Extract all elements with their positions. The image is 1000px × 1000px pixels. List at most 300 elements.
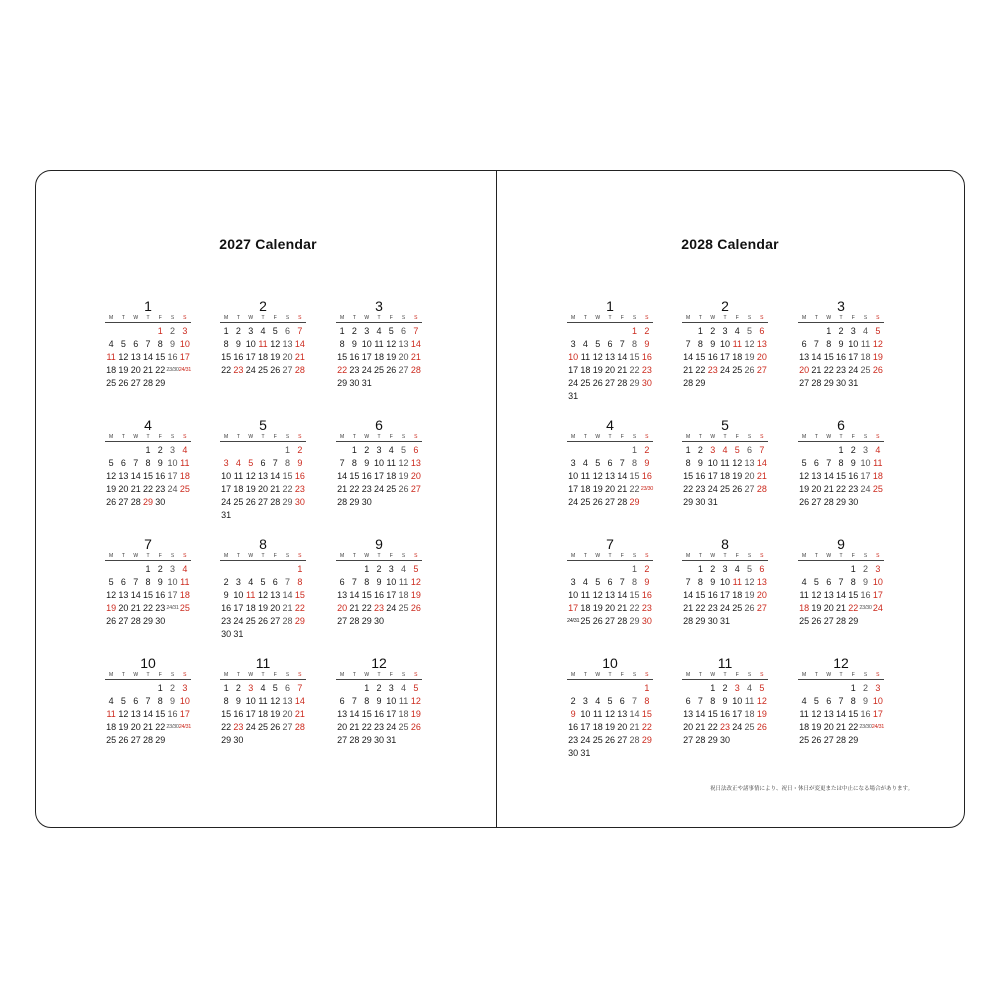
weekday-label: S bbox=[863, 315, 868, 321]
day-cell: 5 bbox=[595, 577, 601, 587]
day-cell: 4 bbox=[801, 577, 807, 587]
day-cell: 10 bbox=[373, 458, 384, 468]
day-cell: 3 bbox=[364, 326, 370, 336]
weekday-label: T bbox=[377, 672, 381, 678]
day-cell: 23 bbox=[707, 603, 718, 613]
weekday-label: F bbox=[158, 315, 162, 321]
day-cell: 10 bbox=[245, 339, 256, 349]
day-cell: 9 bbox=[235, 696, 241, 706]
day-cell: 22 bbox=[695, 365, 706, 375]
weekday-header bbox=[220, 553, 306, 561]
day-grid bbox=[105, 563, 191, 628]
day-cell: 12 bbox=[245, 471, 256, 481]
day-cell: 22 bbox=[294, 603, 305, 613]
empty-cell bbox=[682, 563, 694, 576]
day-cell: 10 bbox=[872, 696, 883, 706]
weekday-label: F bbox=[851, 315, 855, 321]
day-cell: 15 bbox=[282, 471, 293, 481]
month-1 bbox=[567, 297, 653, 403]
weekday-label: W bbox=[826, 434, 832, 440]
day-cell: 28 bbox=[337, 497, 348, 507]
empty-cell bbox=[117, 444, 129, 457]
day-cell: 12 bbox=[872, 339, 883, 349]
day-cell: 31 bbox=[221, 510, 232, 520]
weekday-label: T bbox=[121, 672, 125, 678]
weekday-label: F bbox=[620, 434, 624, 440]
month-number: 6 bbox=[375, 417, 383, 433]
empty-cell bbox=[232, 444, 244, 457]
day-cell: 8 bbox=[685, 458, 691, 468]
day-cell: 5 bbox=[413, 683, 419, 693]
day-cell: 19 bbox=[410, 709, 421, 719]
day-cell: 1 bbox=[351, 445, 357, 455]
day-cell: 27 bbox=[130, 735, 141, 745]
day-cell: 25 bbox=[580, 378, 591, 388]
day-cell: 12 bbox=[410, 696, 421, 706]
day-cell: 10 bbox=[386, 696, 397, 706]
day-cell: 13 bbox=[282, 339, 293, 349]
day-cell: 24 bbox=[386, 603, 397, 613]
day-cell: 12 bbox=[799, 471, 810, 481]
weekday-label: T bbox=[236, 315, 240, 321]
holiday-note: 祝日法改正や諸事情により、祝日・休日が変更または中止になる場合があります。 bbox=[710, 786, 914, 792]
month-number: 9 bbox=[837, 536, 845, 552]
day-cell: 20 bbox=[604, 603, 615, 613]
empty-cell bbox=[579, 682, 591, 695]
empty-cell bbox=[567, 325, 579, 338]
day-cell: 23/30 bbox=[166, 367, 179, 373]
empty-cell bbox=[604, 444, 616, 457]
month-10 bbox=[567, 654, 653, 760]
day-cell: 7 bbox=[133, 577, 139, 587]
weekday-label: F bbox=[620, 672, 624, 678]
day-cell: 11 bbox=[873, 458, 883, 468]
day-cell: 7 bbox=[685, 577, 691, 587]
day-cell: 27 bbox=[604, 616, 615, 626]
weekday-label: M bbox=[571, 553, 576, 559]
weekday-label: S bbox=[170, 434, 175, 440]
day-cell: 30 bbox=[294, 497, 305, 507]
day-cell: 23 bbox=[641, 603, 652, 613]
day-cell: 22 bbox=[361, 722, 372, 732]
day-cell: 4 bbox=[401, 683, 407, 693]
day-grid bbox=[336, 682, 422, 747]
empty-cell bbox=[336, 682, 348, 695]
day-cell: 13 bbox=[604, 471, 615, 481]
day-cell: 26 bbox=[811, 616, 822, 626]
weekday-label: S bbox=[414, 315, 418, 321]
month-11 bbox=[682, 654, 768, 747]
day-cell: 23 bbox=[695, 484, 706, 494]
month-12 bbox=[798, 654, 884, 747]
day-cell: 6 bbox=[339, 577, 345, 587]
day-cell: 18 bbox=[179, 590, 190, 600]
day-cell: 17 bbox=[568, 603, 579, 613]
day-cell: 11 bbox=[732, 339, 742, 349]
weekday-header bbox=[220, 434, 306, 442]
day-cell: 8 bbox=[644, 696, 650, 706]
day-cell: 19 bbox=[799, 484, 810, 494]
day-cell: 1 bbox=[339, 326, 345, 336]
day-cell: 14 bbox=[142, 709, 153, 719]
day-cell: 11 bbox=[580, 590, 591, 600]
day-cell: 1 bbox=[157, 326, 163, 336]
day-cell: 19 bbox=[872, 352, 883, 362]
empty-cell bbox=[142, 325, 154, 338]
day-cell: 18 bbox=[386, 471, 397, 481]
day-grid bbox=[798, 682, 884, 747]
empty-cell bbox=[810, 563, 822, 576]
day-cell: 1 bbox=[644, 683, 650, 693]
day-grid bbox=[682, 444, 768, 509]
day-cell: 20 bbox=[270, 603, 281, 613]
day-cell: 23 bbox=[707, 365, 718, 375]
day-cell: 25 bbox=[719, 484, 730, 494]
day-cell: 14 bbox=[617, 471, 628, 481]
day-cell: 5 bbox=[108, 458, 114, 468]
day-cell: 21 bbox=[294, 709, 305, 719]
day-cell: 17 bbox=[860, 471, 871, 481]
day-cell: 31 bbox=[361, 378, 372, 388]
day-cell: 6 bbox=[413, 445, 419, 455]
day-cell: 30 bbox=[373, 616, 384, 626]
month-number: 9 bbox=[375, 536, 383, 552]
day-cell: 27 bbox=[257, 497, 268, 507]
weekday-label: F bbox=[389, 672, 393, 678]
weekday-label: S bbox=[298, 553, 302, 559]
day-cell: 14 bbox=[294, 339, 305, 349]
weekday-label: F bbox=[851, 553, 855, 559]
day-cell: 3 bbox=[722, 564, 728, 574]
weekday-header bbox=[567, 672, 653, 680]
day-cell: 29 bbox=[641, 735, 652, 745]
day-cell: 1 bbox=[850, 564, 856, 574]
day-cell: 26 bbox=[872, 365, 883, 375]
day-cell: 5 bbox=[813, 577, 819, 587]
day-cell: 27 bbox=[604, 378, 615, 388]
day-cell: 24 bbox=[732, 722, 743, 732]
weekday-label: T bbox=[377, 315, 381, 321]
day-cell: 2 bbox=[170, 683, 176, 693]
weekday-label: W bbox=[133, 672, 139, 678]
day-cell: 6 bbox=[607, 577, 613, 587]
month-8 bbox=[682, 535, 768, 628]
day-cell: 3 bbox=[710, 445, 716, 455]
day-cell: 21 bbox=[823, 484, 834, 494]
day-grid bbox=[105, 682, 191, 747]
weekday-label: S bbox=[298, 434, 302, 440]
weekday-label: W bbox=[133, 553, 139, 559]
day-cell: 13 bbox=[282, 696, 293, 706]
day-grid bbox=[220, 325, 306, 377]
empty-cell bbox=[117, 325, 129, 338]
weekday-header bbox=[682, 315, 768, 323]
month-number: 10 bbox=[602, 655, 618, 671]
day-cell: 21 bbox=[294, 352, 305, 362]
day-cell: 7 bbox=[339, 458, 345, 468]
weekday-label: W bbox=[364, 672, 370, 678]
day-cell: 26 bbox=[270, 722, 281, 732]
day-cell: 12 bbox=[257, 590, 268, 600]
day-cell: 9 bbox=[157, 458, 163, 468]
day-cell: 29 bbox=[848, 616, 859, 626]
day-cell: 24 bbox=[386, 722, 397, 732]
day-cell: 7 bbox=[272, 458, 278, 468]
day-cell: 10 bbox=[848, 339, 859, 349]
weekday-label: S bbox=[876, 672, 880, 678]
day-cell: 23 bbox=[719, 722, 730, 732]
day-cell: 26 bbox=[410, 722, 421, 732]
day-cell: 14 bbox=[270, 471, 281, 481]
day-cell: 24 bbox=[245, 722, 256, 732]
day-cell: 16 bbox=[641, 590, 652, 600]
day-cell: 29 bbox=[707, 735, 718, 745]
day-cell: 30 bbox=[233, 735, 244, 745]
day-cell: 2 bbox=[697, 445, 703, 455]
day-cell: 27 bbox=[756, 603, 767, 613]
day-cell: 11 bbox=[398, 696, 409, 706]
day-cell: 25 bbox=[592, 735, 603, 745]
day-cell: 8 bbox=[838, 458, 844, 468]
day-grid bbox=[220, 444, 306, 522]
day-cell: 10 bbox=[568, 471, 579, 481]
weekday-label: M bbox=[340, 315, 345, 321]
day-cell: 20 bbox=[604, 365, 615, 375]
day-cell: 21 bbox=[629, 722, 640, 732]
day-cell: 7 bbox=[838, 577, 844, 587]
day-grid bbox=[567, 444, 653, 509]
day-cell: 27 bbox=[337, 735, 348, 745]
day-cell: 21 bbox=[617, 365, 628, 375]
day-cell: 5 bbox=[272, 683, 278, 693]
weekday-label: S bbox=[285, 315, 290, 321]
weekday-label: S bbox=[876, 553, 880, 559]
weekday-label: M bbox=[340, 553, 345, 559]
day-cell: 30 bbox=[835, 378, 846, 388]
weekday-label: W bbox=[826, 315, 832, 321]
empty-cell bbox=[604, 325, 616, 338]
day-cell: 20 bbox=[118, 603, 129, 613]
day-cell: 15 bbox=[221, 709, 232, 719]
weekday-label: T bbox=[261, 434, 265, 440]
day-cell: 14 bbox=[617, 352, 628, 362]
day-cell: 21 bbox=[835, 603, 846, 613]
day-cell: 16 bbox=[860, 709, 871, 719]
weekday-label: T bbox=[723, 672, 727, 678]
weekday-label: S bbox=[645, 434, 649, 440]
day-cell: 17 bbox=[719, 352, 730, 362]
day-cell: 29 bbox=[695, 378, 706, 388]
day-cell: 20 bbox=[282, 352, 293, 362]
weekday-label: S bbox=[863, 434, 868, 440]
weekday-label: F bbox=[389, 315, 393, 321]
day-cell: 12 bbox=[118, 709, 129, 719]
day-cell: 13 bbox=[604, 590, 615, 600]
day-cell: 25 bbox=[245, 616, 256, 626]
day-cell: 29 bbox=[294, 616, 305, 626]
weekday-header bbox=[682, 672, 768, 680]
day-cell: 1 bbox=[632, 326, 638, 336]
day-cell: 9 bbox=[644, 577, 650, 587]
day-cell: 18 bbox=[398, 590, 409, 600]
weekday-label: W bbox=[595, 315, 601, 321]
day-cell: 14 bbox=[294, 696, 305, 706]
day-cell: 9 bbox=[644, 339, 650, 349]
day-cell: 14 bbox=[337, 471, 348, 481]
day-cell: 3 bbox=[850, 326, 856, 336]
day-cell: 18 bbox=[799, 603, 810, 613]
day-cell: 1 bbox=[297, 564, 303, 574]
day-cell: 10 bbox=[233, 590, 244, 600]
day-cell: 3 bbox=[248, 683, 254, 693]
day-cell: 16 bbox=[155, 471, 166, 481]
day-cell: 18 bbox=[872, 471, 883, 481]
day-cell: 30 bbox=[568, 748, 579, 758]
weekday-header bbox=[105, 553, 191, 561]
day-cell: 15 bbox=[695, 352, 706, 362]
day-cell: 7 bbox=[826, 458, 832, 468]
day-cell: 13 bbox=[683, 709, 694, 719]
day-cell: 5 bbox=[607, 696, 613, 706]
day-cell: 6 bbox=[401, 326, 407, 336]
day-cell: 5 bbox=[595, 458, 601, 468]
month-2 bbox=[682, 297, 768, 390]
empty-cell bbox=[810, 444, 822, 457]
day-cell: 24 bbox=[233, 616, 244, 626]
day-cell: 18 bbox=[233, 484, 244, 494]
day-cell: 7 bbox=[632, 696, 638, 706]
day-cell: 21 bbox=[282, 603, 293, 613]
weekday-label: W bbox=[595, 553, 601, 559]
weekday-label: T bbox=[377, 553, 381, 559]
day-cell: 5 bbox=[801, 458, 807, 468]
day-cell: 6 bbox=[260, 458, 266, 468]
empty-cell bbox=[810, 325, 822, 338]
day-cell: 3 bbox=[722, 326, 728, 336]
weekday-label: F bbox=[273, 315, 277, 321]
empty-cell bbox=[579, 563, 591, 576]
weekday-label: T bbox=[121, 553, 125, 559]
day-cell: 9 bbox=[570, 709, 576, 719]
day-cell: 7 bbox=[351, 577, 357, 587]
day-cell: 27 bbox=[756, 365, 767, 375]
day-cell: 8 bbox=[697, 577, 703, 587]
day-cell: 22 bbox=[142, 603, 153, 613]
weekday-label: S bbox=[401, 434, 406, 440]
day-cell: 17 bbox=[373, 471, 384, 481]
day-cell: 4 bbox=[582, 458, 588, 468]
day-cell: 19 bbox=[744, 590, 755, 600]
day-cell: 21 bbox=[811, 365, 822, 375]
day-cell: 6 bbox=[133, 339, 139, 349]
day-cell: 29 bbox=[629, 378, 640, 388]
day-cell: 20 bbox=[617, 722, 628, 732]
weekday-header bbox=[105, 315, 191, 323]
weekday-label: F bbox=[735, 672, 739, 678]
day-cell: 23 bbox=[155, 603, 166, 613]
day-cell: 23 bbox=[221, 616, 232, 626]
day-cell: 4 bbox=[863, 326, 869, 336]
day-cell: 7 bbox=[838, 696, 844, 706]
day-cell: 29 bbox=[155, 378, 166, 388]
day-grid bbox=[336, 563, 422, 628]
day-cell: 28 bbox=[683, 378, 694, 388]
weekday-label: T bbox=[236, 553, 240, 559]
day-cell: 15 bbox=[155, 352, 166, 362]
day-cell: 5 bbox=[413, 564, 419, 574]
weekday-label: T bbox=[377, 434, 381, 440]
day-grid bbox=[567, 563, 653, 628]
weekday-label: T bbox=[352, 315, 356, 321]
day-cell: 9 bbox=[364, 458, 370, 468]
day-cell: 9 bbox=[297, 458, 303, 468]
day-cell: 26 bbox=[410, 603, 421, 613]
day-cell: 2 bbox=[376, 683, 382, 693]
day-cell: 6 bbox=[607, 458, 613, 468]
day-cell: 26 bbox=[592, 497, 603, 507]
day-cell: 18 bbox=[580, 365, 591, 375]
day-cell: 13 bbox=[337, 590, 348, 600]
empty-cell bbox=[616, 325, 628, 338]
day-cell: 11 bbox=[593, 709, 603, 719]
day-cell: 23 bbox=[294, 484, 305, 494]
day-cell: 1 bbox=[223, 326, 229, 336]
weekday-label: M bbox=[802, 553, 807, 559]
weekday-label: F bbox=[158, 553, 162, 559]
day-cell: 14 bbox=[835, 709, 846, 719]
day-cell: 22 bbox=[848, 722, 859, 732]
day-cell: 24/31 bbox=[178, 367, 191, 373]
day-cell: 4 bbox=[182, 445, 188, 455]
weekday-label: T bbox=[236, 672, 240, 678]
day-cell: 18 bbox=[744, 709, 755, 719]
day-cell: 28 bbox=[756, 484, 767, 494]
day-cell: 18 bbox=[257, 709, 268, 719]
day-cell: 4 bbox=[801, 696, 807, 706]
year-title: 2027 Calendar bbox=[219, 236, 317, 252]
empty-cell bbox=[105, 444, 117, 457]
day-cell: 8 bbox=[632, 458, 638, 468]
weekday-header bbox=[220, 315, 306, 323]
day-cell: 29 bbox=[683, 497, 694, 507]
day-cell: 27 bbox=[744, 484, 755, 494]
day-cell: 6 bbox=[133, 696, 139, 706]
day-cell: 15 bbox=[142, 590, 153, 600]
day-cell: 3 bbox=[170, 445, 176, 455]
day-cell: 26 bbox=[811, 735, 822, 745]
day-cell: 20 bbox=[683, 722, 694, 732]
day-cell: 10 bbox=[732, 696, 743, 706]
day-cell: 11 bbox=[180, 458, 190, 468]
weekday-label: W bbox=[364, 553, 370, 559]
day-cell: 14 bbox=[282, 590, 293, 600]
day-cell: 9 bbox=[863, 696, 869, 706]
month-6 bbox=[798, 416, 884, 509]
day-cell: 1 bbox=[285, 445, 291, 455]
day-cell: 2 bbox=[863, 564, 869, 574]
day-cell: 25 bbox=[179, 603, 190, 613]
empty-cell bbox=[823, 444, 835, 457]
empty-cell bbox=[628, 682, 640, 695]
day-cell: 15 bbox=[349, 471, 360, 481]
day-cell: 16 bbox=[641, 352, 652, 362]
day-cell: 26 bbox=[732, 484, 743, 494]
weekday-label: T bbox=[698, 672, 702, 678]
day-cell: 17 bbox=[732, 709, 743, 719]
weekday-header bbox=[798, 434, 884, 442]
day-cell: 4 bbox=[734, 326, 740, 336]
weekday-label: T bbox=[583, 672, 587, 678]
